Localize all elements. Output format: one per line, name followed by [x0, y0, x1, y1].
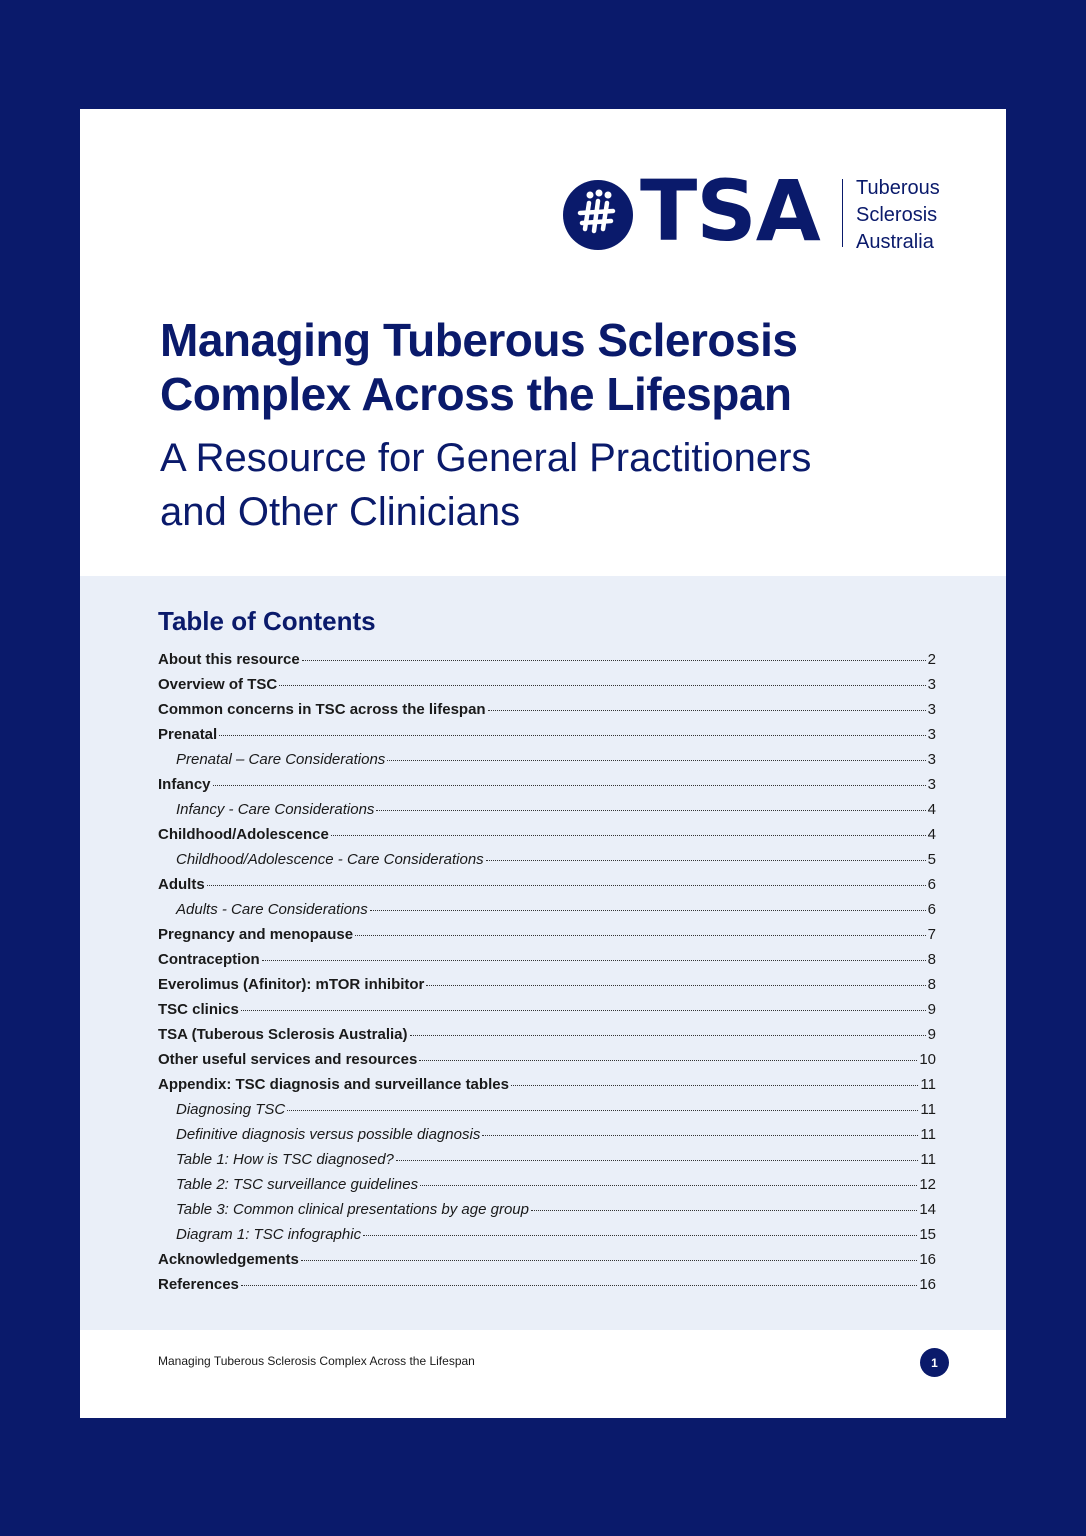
toc-dot-leader: [302, 660, 926, 661]
toc-entry-page: 3: [927, 676, 936, 693]
toc-entry-title: Prenatal – Care Considerations: [176, 751, 386, 768]
toc-dot-leader: [482, 1135, 918, 1136]
toc-entry-page: 4: [927, 826, 936, 843]
toc-entry-title: Diagnosing TSC: [176, 1101, 286, 1118]
footer-running-title: Managing Tuberous Sclerosis Complex Across the Lifespan: [158, 1354, 475, 1368]
toc-entry-page: 14: [919, 1201, 936, 1218]
toc-entry-title: Childhood/Adolescence: [158, 826, 329, 843]
toc-entry-title: Common concerns in TSC across the lifespan: [158, 701, 486, 718]
toc-dot-leader: [370, 910, 926, 911]
document-page: [80, 109, 1006, 1418]
toc-entry-page: 3: [927, 776, 936, 793]
toc-entry-title: Appendix: TSC diagnosis and surveillance tables: [158, 1076, 509, 1093]
toc-dot-leader: [426, 985, 925, 986]
document-subtitle: [160, 431, 960, 539]
toc-entry-page: 3: [927, 726, 936, 743]
toc-entry[interactable]: [158, 926, 936, 951]
toc-entry-page: 11: [920, 1126, 936, 1143]
toc-entry-page: 9: [927, 1026, 936, 1043]
toc-entry-title: Everolimus (Afinitor): mTOR inhibitor: [158, 976, 425, 993]
page-number-badge: 1: [920, 1348, 949, 1377]
toc-entry[interactable]: [158, 1251, 936, 1276]
organisation-name: [856, 175, 940, 256]
toc-entry-title: Other useful services and resources: [158, 1051, 418, 1068]
toc-entry-title: Table 3: Common clinical presentations by age group: [176, 1201, 529, 1218]
title-line: Complex Across the Lifespan: [160, 368, 792, 420]
toc-entry[interactable]: [158, 1051, 936, 1076]
toc-dot-leader: [376, 810, 925, 811]
toc-dot-leader: [419, 1060, 917, 1061]
toc-entry-page: 8: [927, 951, 936, 968]
toc-entry-title: Diagram 1: TSC infographic: [176, 1226, 362, 1243]
toc-dot-leader: [241, 1010, 926, 1011]
tsa-emblem-icon: [562, 179, 634, 251]
toc-entry[interactable]: [158, 1151, 936, 1176]
toc-entry[interactable]: [158, 1176, 936, 1201]
toc-entry[interactable]: [158, 776, 936, 801]
toc-dot-leader: [355, 935, 926, 936]
title-line: Managing Tuberous Sclerosis: [160, 314, 798, 366]
tsa-logo: [562, 162, 962, 260]
toc-entry-page: 16: [919, 1276, 936, 1293]
toc-entry-page: 7: [927, 926, 936, 943]
toc-entry[interactable]: [158, 876, 936, 901]
toc-entry-page: 15: [919, 1226, 936, 1243]
toc-entry-page: 8: [927, 976, 936, 993]
toc-heading: Table of Contents: [158, 606, 376, 636]
toc-entry[interactable]: [158, 1226, 936, 1251]
toc-entry-title: Pregnancy and menopause: [158, 926, 354, 943]
toc-entry-title: Table 1: How is TSC diagnosed?: [176, 1151, 394, 1168]
toc-entry-title: References: [158, 1276, 239, 1293]
toc-entry[interactable]: [158, 951, 936, 976]
toc-dot-leader: [331, 835, 926, 836]
toc-dot-leader: [241, 1285, 917, 1286]
document-title: [160, 313, 960, 421]
toc-entry-title: Overview of TSC: [158, 676, 278, 693]
toc-entry-page: 16: [919, 1251, 936, 1268]
toc-dot-leader: [219, 735, 925, 736]
toc-dot-leader: [420, 1185, 917, 1186]
toc-entry-page: 4: [927, 801, 936, 818]
toc-entry[interactable]: [158, 751, 936, 776]
toc-dot-leader: [410, 1035, 926, 1036]
table-of-contents-panel: [80, 576, 1006, 1330]
toc-entry-title: Infancy - Care Considerations: [176, 801, 375, 818]
toc-entry-title: Table 2: TSC surveillance guidelines: [176, 1176, 419, 1193]
org-name-line: Tuberous: [856, 177, 940, 199]
toc-entry-page: 11: [920, 1076, 936, 1093]
toc-dot-leader: [207, 885, 926, 886]
toc-entry-title: Adults - Care Considerations: [176, 901, 368, 918]
toc-entry[interactable]: [158, 801, 936, 826]
toc-entry-page: 11: [920, 1151, 936, 1168]
toc-entry[interactable]: [158, 726, 936, 751]
toc-dot-leader: [488, 710, 926, 711]
toc-dot-leader: [511, 1085, 919, 1086]
logo-divider: [842, 179, 843, 247]
toc-entry-title: Adults: [158, 876, 205, 893]
toc-dot-leader: [301, 1260, 917, 1261]
toc-dot-leader: [531, 1210, 917, 1211]
toc-entry-page: 3: [927, 751, 936, 768]
toc-entry-title: Acknowledgements: [158, 1251, 299, 1268]
toc-dot-leader: [213, 785, 926, 786]
subtitle-line: and Other Clinicians: [160, 490, 521, 534]
toc-entry[interactable]: [158, 976, 936, 1001]
toc-entry[interactable]: [158, 1101, 936, 1126]
toc-entry-page: 10: [919, 1051, 936, 1068]
toc-entry-page: 6: [927, 901, 936, 918]
toc-dot-leader: [486, 860, 926, 861]
toc-entry-title: TSC clinics: [158, 1001, 239, 1018]
toc-entry[interactable]: [158, 701, 936, 726]
toc-entry-page: 12: [919, 1176, 936, 1193]
toc-entry[interactable]: [158, 651, 936, 676]
toc-list: [158, 651, 936, 1301]
toc-entry[interactable]: [158, 1126, 936, 1151]
toc-entry-page: 5: [927, 851, 936, 868]
logo-wordmark: TSA: [640, 162, 820, 260]
toc-entry[interactable]: [158, 1001, 936, 1026]
toc-dot-leader: [363, 1235, 917, 1236]
toc-entry-page: 2: [927, 651, 936, 668]
toc-dot-leader: [287, 1110, 918, 1111]
toc-entry[interactable]: [158, 1276, 936, 1301]
toc-entry[interactable]: [158, 901, 936, 926]
toc-entry[interactable]: [158, 1076, 936, 1101]
title-block: [160, 313, 960, 539]
subtitle-line: A Resource for General Practitioners: [160, 436, 812, 480]
toc-entry-page: 3: [927, 701, 936, 718]
toc-entry[interactable]: [158, 1026, 936, 1051]
toc-dot-leader: [387, 760, 925, 761]
toc-entry-title: Contraception: [158, 951, 260, 968]
toc-entry-page: 11: [920, 1101, 936, 1118]
toc-dot-leader: [396, 1160, 919, 1161]
toc-entry-title: TSA (Tuberous Sclerosis Australia): [158, 1026, 408, 1043]
toc-entry[interactable]: [158, 676, 936, 701]
toc-entry-title: Definitive diagnosis versus possible diagnosis: [176, 1126, 481, 1143]
toc-entry-page: 6: [927, 876, 936, 893]
toc-entry[interactable]: [158, 826, 936, 851]
toc-entry[interactable]: [158, 851, 936, 876]
toc-entry[interactable]: [158, 1201, 936, 1226]
toc-entry-title: Prenatal: [158, 726, 218, 743]
toc-entry-page: 9: [927, 1001, 936, 1018]
toc-dot-leader: [262, 960, 926, 961]
toc-entry-title: Infancy: [158, 776, 211, 793]
org-name-line: Sclerosis: [856, 204, 938, 226]
toc-dot-leader: [279, 685, 925, 686]
org-name-line: Australia: [856, 231, 934, 253]
toc-entry-title: About this resource: [158, 651, 300, 668]
toc-entry-title: Childhood/Adolescence - Care Considerations: [176, 851, 484, 868]
